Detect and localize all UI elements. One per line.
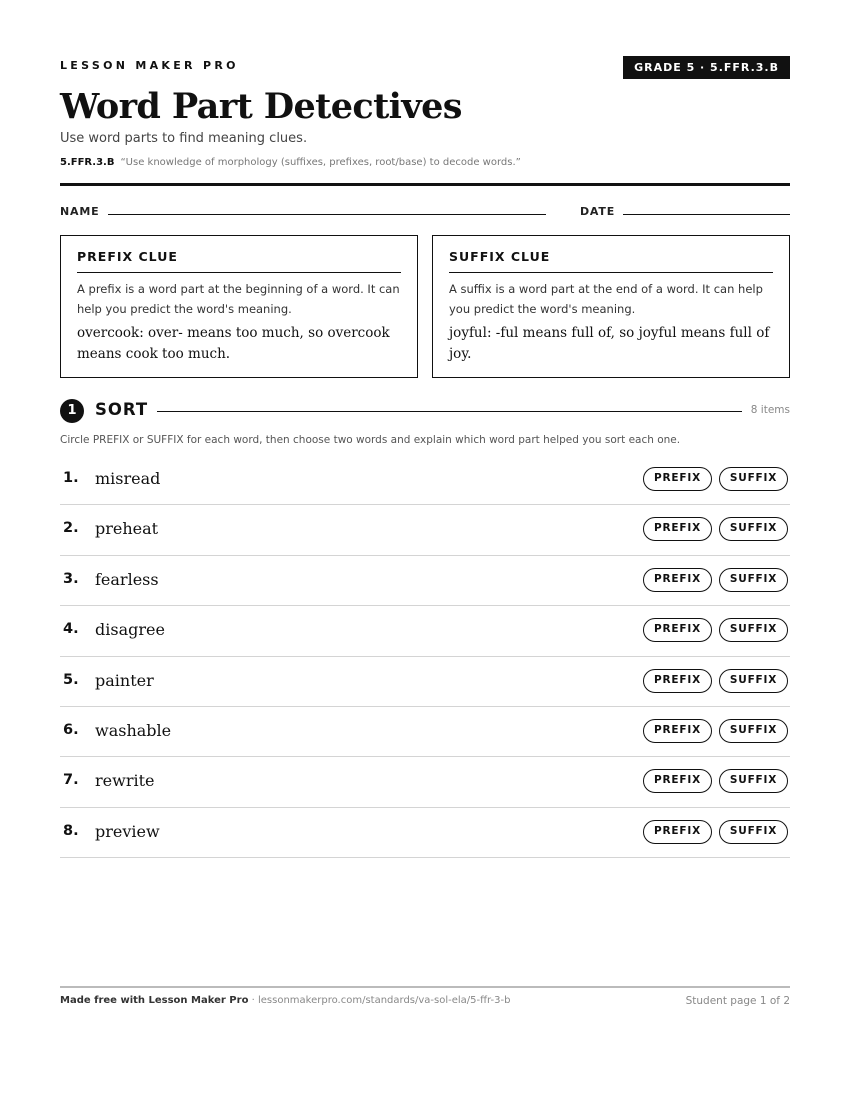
clue-definition: A prefix is a word part at the beginning of a word. It can help you predict the word's meaning. bbox=[77, 282, 400, 316]
item-word: preheat bbox=[95, 519, 159, 539]
prefix-option[interactable]: PREFIX bbox=[643, 618, 712, 642]
item-word: misread bbox=[95, 469, 161, 488]
item-word: disagree bbox=[95, 620, 165, 640]
list-item bbox=[60, 455, 790, 505]
clue-title: SUFFIX CLUE bbox=[449, 249, 551, 264]
standard-text: “Use knowledge of morphology (suffixes, prefixes, root/base) to decode words.” bbox=[120, 157, 521, 168]
item-word: washable bbox=[95, 720, 172, 740]
list-item bbox=[60, 556, 790, 606]
list-item bbox=[60, 707, 790, 757]
clue-divider bbox=[449, 272, 773, 273]
footer-url[interactable]: · lessonmakerpro.com/standards/va-sol-ela/5-ffr-3-b bbox=[251, 995, 511, 1006]
item-number: 7. bbox=[63, 772, 79, 789]
standard-line bbox=[60, 157, 521, 168]
item-count: 8 items bbox=[750, 404, 790, 416]
suffix-option[interactable]: SUFFIX bbox=[719, 568, 788, 592]
name-label: NAME bbox=[60, 205, 100, 218]
item-word: preview bbox=[95, 821, 160, 841]
suffix-option[interactable]: SUFFIX bbox=[719, 769, 788, 793]
date-label: DATE bbox=[580, 205, 616, 218]
prefix-option[interactable]: PREFIX bbox=[643, 669, 712, 693]
section-title: SORT bbox=[95, 400, 149, 419]
top-bar bbox=[60, 56, 790, 80]
item-number: 3. bbox=[63, 570, 79, 587]
item-word: fearless bbox=[95, 569, 159, 589]
clue-title: PREFIX CLUE bbox=[77, 249, 178, 264]
list-item bbox=[60, 757, 790, 807]
item-word: painter bbox=[95, 670, 154, 690]
clue-example: overcook: over- means too much, so overcook means cook too much. bbox=[77, 325, 390, 362]
item-word: rewrite bbox=[95, 771, 155, 791]
prefix-option[interactable]: PREFIX bbox=[643, 517, 712, 541]
prefix-option[interactable]: PREFIX bbox=[643, 568, 712, 592]
item-number: 5. bbox=[63, 671, 79, 688]
date-field[interactable] bbox=[623, 214, 790, 215]
section-number-badge: 1 bbox=[60, 399, 84, 423]
name-field[interactable] bbox=[108, 214, 546, 215]
suffix-option[interactable]: SUFFIX bbox=[719, 719, 788, 743]
list-item bbox=[60, 657, 790, 707]
list-item bbox=[60, 606, 790, 656]
prefix-option[interactable]: PREFIX bbox=[643, 467, 712, 491]
item-number: 6. bbox=[63, 721, 79, 738]
page-number: Student page 1 of 2 bbox=[685, 995, 790, 1007]
page-subtitle: Use word parts to find meaning clues. bbox=[60, 131, 308, 146]
item-number: 1. bbox=[63, 470, 79, 486]
footer-credit bbox=[60, 995, 510, 1006]
suffix-option[interactable]: SUFFIX bbox=[719, 669, 788, 693]
footer-divider bbox=[60, 986, 790, 988]
word-list bbox=[60, 455, 790, 858]
suffix-clue-box bbox=[432, 235, 790, 378]
prefix-option[interactable]: PREFIX bbox=[643, 820, 712, 844]
list-item bbox=[60, 808, 790, 858]
brand-name: LESSON MAKER PRO bbox=[60, 59, 239, 72]
prefix-clue-box bbox=[60, 235, 418, 378]
worksheet-page bbox=[60, 0, 790, 1100]
standard-code: 5.FFR.3.B bbox=[60, 157, 115, 168]
item-number: 8. bbox=[63, 822, 79, 839]
item-number: 4. bbox=[63, 621, 79, 638]
page-title: Word Part Detectives bbox=[60, 86, 462, 127]
clue-definition: A suffix is a word part at the end of a word. It can help you predict the word's meaning. bbox=[449, 282, 763, 316]
list-item bbox=[60, 505, 790, 555]
footer-made-with: Made free with Lesson Maker Pro bbox=[60, 995, 249, 1006]
header-divider bbox=[60, 183, 790, 186]
section-instructions: Circle PREFIX or SUFFIX for each word, then choose two words and explain which word part helped you sort each one. bbox=[60, 434, 681, 446]
suffix-option[interactable]: SUFFIX bbox=[719, 820, 788, 844]
grade-badge: GRADE 5 · 5.FFR.3.B bbox=[623, 56, 790, 79]
prefix-option[interactable]: PREFIX bbox=[643, 769, 712, 793]
clue-example: joyful: -ful means full of, so joyful means full of joy. bbox=[449, 325, 770, 362]
item-number: 2. bbox=[63, 520, 79, 537]
suffix-option[interactable]: SUFFIX bbox=[719, 467, 788, 491]
clue-divider bbox=[77, 272, 401, 273]
sort-section-header bbox=[60, 399, 790, 423]
section-divider bbox=[157, 411, 742, 412]
suffix-option[interactable]: SUFFIX bbox=[719, 517, 788, 541]
prefix-option[interactable]: PREFIX bbox=[643, 719, 712, 743]
suffix-option[interactable]: SUFFIX bbox=[719, 618, 788, 642]
